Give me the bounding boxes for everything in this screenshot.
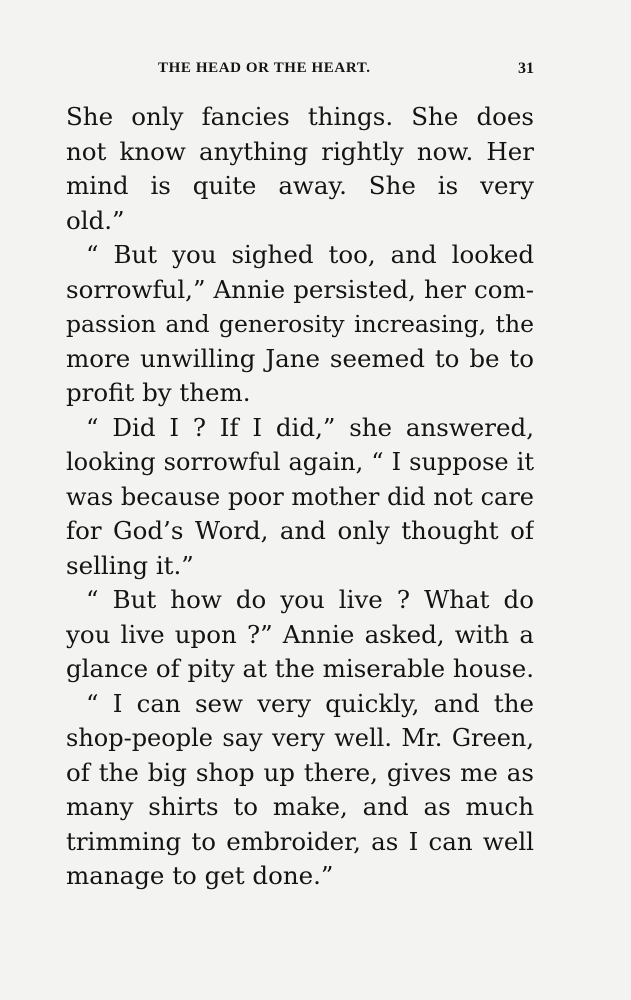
text-line: not know anything rightly now. Her — [66, 136, 534, 166]
text-line: was because poor mother did not care — [66, 482, 534, 511]
text-line: manage to get done.” — [66, 861, 334, 890]
text-line: “ I can sew very quickly, and the — [86, 688, 534, 718]
page-number: 31 — [518, 60, 534, 77]
text-line: for God’s Word, and only thought of — [66, 516, 534, 545]
text-line: looking sorrowful again, “ I suppose it — [66, 448, 534, 476]
text-line: sorrowful,” Annie persisted, her com- — [66, 274, 534, 304]
text-line: mind is quite away. She is very — [66, 171, 534, 200]
text-line: trimming to embroider, as I can well — [66, 826, 534, 856]
text-line: many shirts to make, and as much — [66, 792, 534, 821]
text-line: passion and generosity increasing, the — [66, 310, 534, 338]
text-line: “ But how do you live ? What do — [86, 585, 534, 614]
text-line: profit by them. — [66, 378, 251, 407]
running-title: THE HEAD OR THE HEART. — [158, 60, 371, 76]
text-line: shop-people say very well. Mr. Green, — [66, 724, 534, 752]
text-line: “ Did I ? If I did,” she answered, — [86, 412, 534, 442]
text-line: of the big shop up there, gives me as — [66, 757, 534, 787]
text-line: “ But you sighed too, and looked — [86, 240, 534, 269]
text-line: glance of pity at the miserable house. — [66, 654, 534, 683]
text-line: old.” — [66, 205, 125, 235]
body-text — [66, 100, 534, 894]
text-line: you live upon ?” Annie asked, with a — [66, 619, 534, 649]
text-line: selling it.” — [66, 550, 194, 580]
running-head — [66, 60, 534, 80]
text-line: more unwilling Jane seemed to be to — [66, 343, 534, 373]
text-line: She only fancies things. She does — [66, 102, 534, 131]
